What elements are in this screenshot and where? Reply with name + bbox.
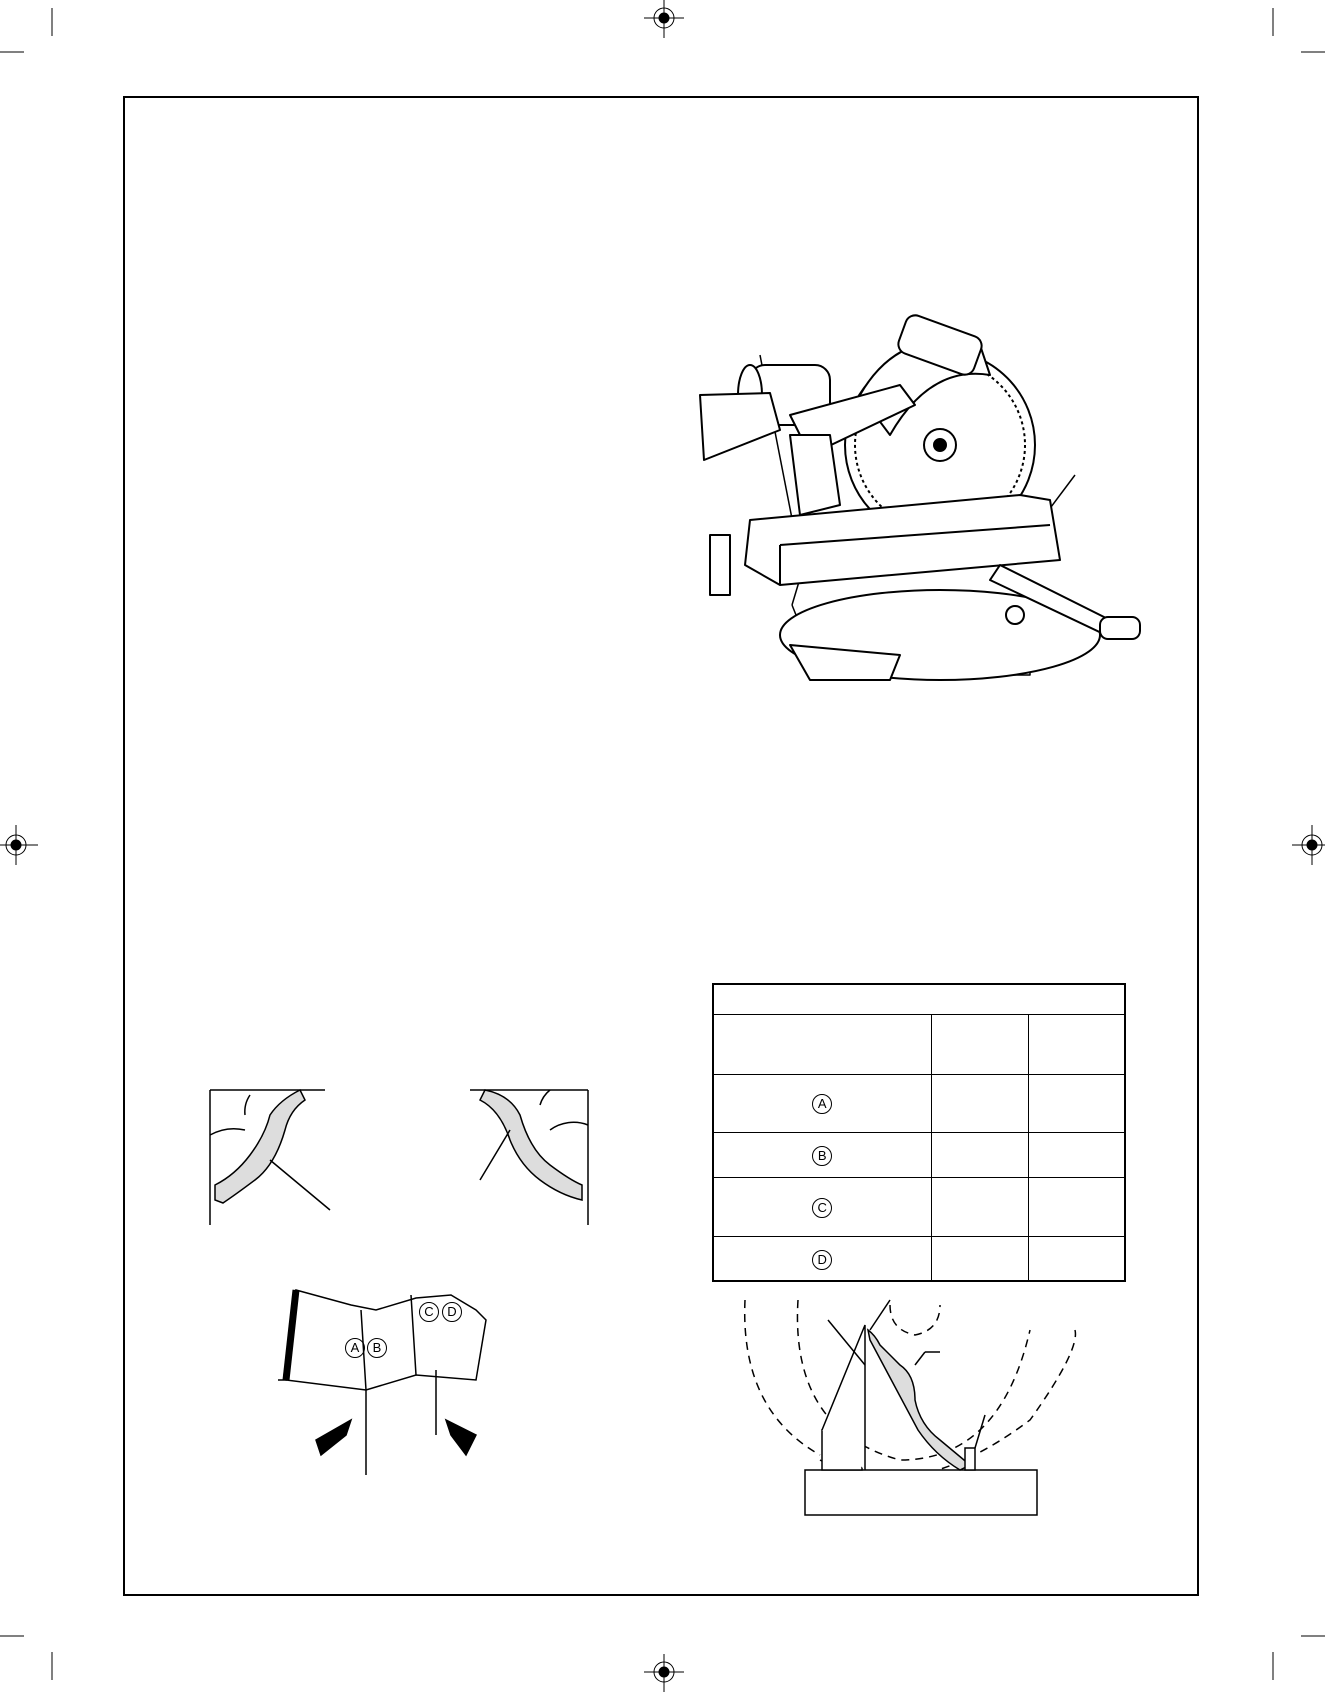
registration-mark-left xyxy=(0,825,40,865)
registration-mark-right xyxy=(1290,825,1325,865)
molding-joint-illustration xyxy=(276,1280,536,1480)
table-header-cell xyxy=(1028,1014,1124,1074)
molding-labels-right xyxy=(419,1302,462,1322)
row-label-d: D xyxy=(812,1250,832,1270)
table-header-cell xyxy=(714,1014,931,1074)
molding-label-a: A xyxy=(345,1338,365,1358)
crown-molding-inside-corner xyxy=(205,1085,325,1225)
molding-label-c: C xyxy=(419,1302,439,1322)
registration-mark-bottom xyxy=(644,1652,684,1692)
table-row xyxy=(714,1132,1124,1177)
molding-label-d: D xyxy=(442,1302,462,1322)
bevel-miter-table xyxy=(712,983,1126,1282)
crown-molding-setup-illustration xyxy=(740,1290,1080,1520)
miter-saw-illustration xyxy=(700,325,1140,705)
molding-labels xyxy=(345,1338,387,1358)
table-row xyxy=(714,1074,1124,1132)
row-label-c: C xyxy=(812,1198,832,1218)
registration-mark-top xyxy=(644,0,684,40)
row-label-b: B xyxy=(812,1146,832,1166)
crown-molding-outside-corner xyxy=(470,1085,600,1225)
table-title-row xyxy=(714,985,1124,1014)
row-label-a: A xyxy=(812,1094,832,1114)
table-row xyxy=(714,1236,1124,1282)
table-header-cell xyxy=(931,1014,1028,1074)
molding-label-b: B xyxy=(367,1338,387,1358)
table-row xyxy=(714,1177,1124,1236)
